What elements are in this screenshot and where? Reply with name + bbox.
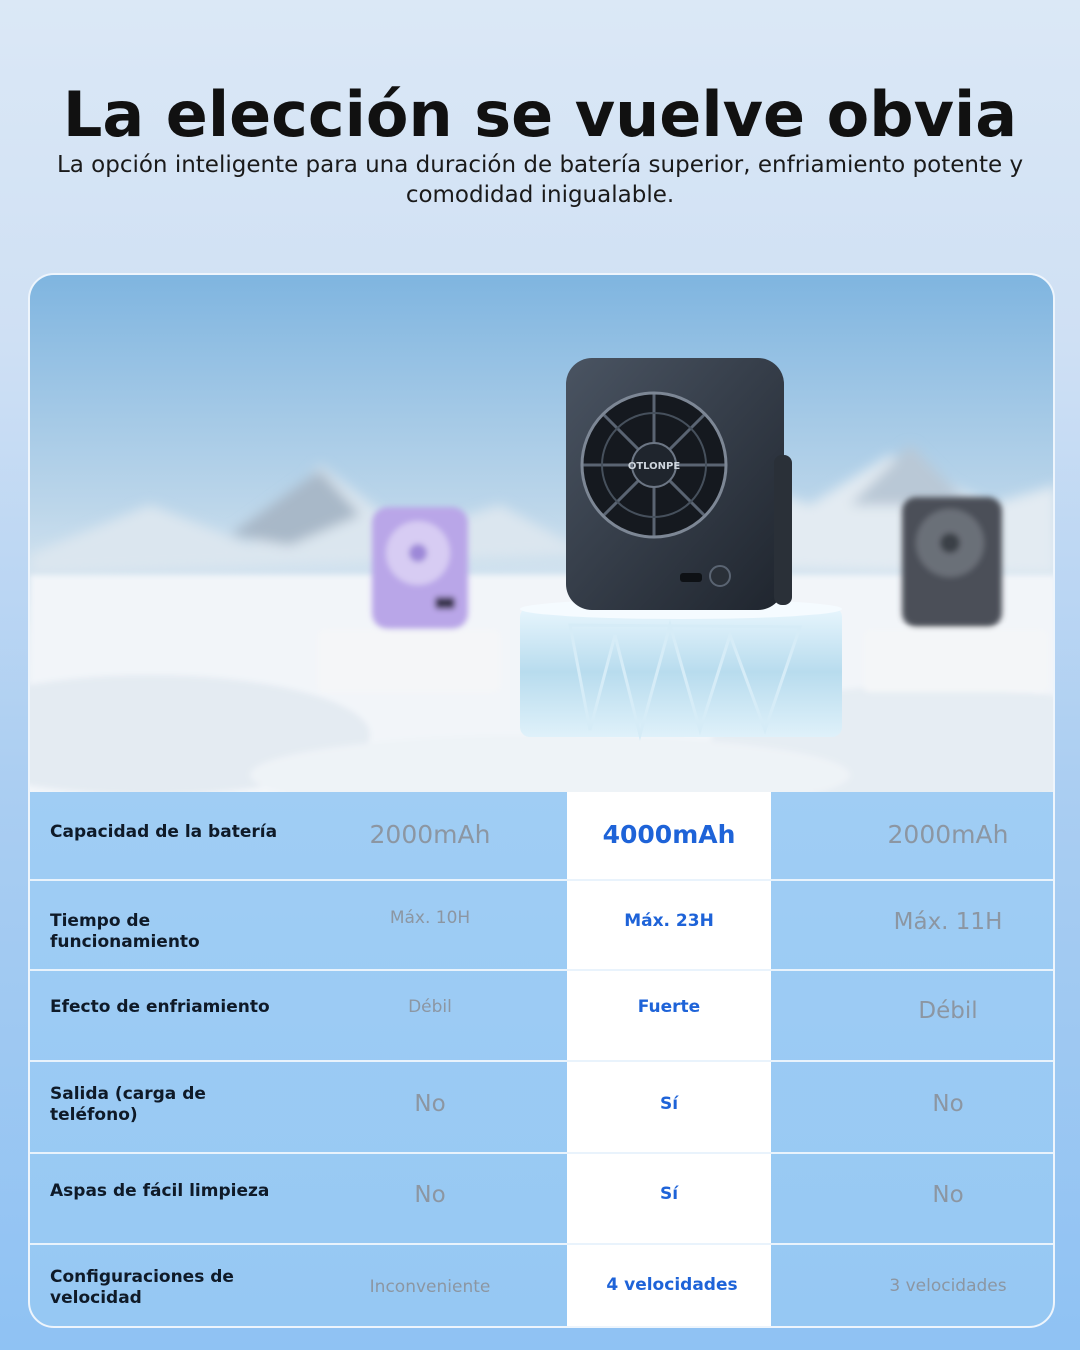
competitor-b-value: 2000mAh (887, 820, 1009, 849)
comparison-table (30, 792, 1055, 1328)
featured-value: Sí (659, 1094, 679, 1114)
competitor-b-value: Débil (918, 998, 978, 1024)
competitor-a-value: Máx. 10H (389, 908, 471, 928)
row-label: Efecto de enfriamiento (50, 997, 270, 1017)
table-row (30, 881, 1055, 971)
competitor-a-value: 2000mAh (369, 820, 491, 849)
competitor-a-value: Inconveniente (369, 1277, 491, 1297)
page-subtitle: La opción inteligente para una duración de batería superior, enfriamiento potente y comodidad inigualable. (56, 152, 1024, 208)
page-title: La elección se vuelve obvia (62, 78, 1018, 151)
featured-value: Fuerte (637, 997, 701, 1017)
table-row (30, 1062, 1055, 1152)
competitor-b-value: Máx. 11H (893, 909, 1003, 935)
comparison-card (28, 273, 1055, 1328)
brand-logo-text: OTLONPE (627, 461, 681, 472)
table-row (30, 792, 1055, 882)
competitor-b-value: No (932, 1182, 964, 1208)
competitor-a-value: No (414, 1182, 446, 1208)
competitor-a-value: Débil (408, 997, 452, 1017)
table-row (30, 1154, 1055, 1244)
featured-value: Sí (659, 1184, 679, 1204)
row-label: Aspas de fácil limpieza (50, 1181, 270, 1201)
competitor-b-value: 3 velocidades (889, 1276, 1007, 1296)
row-label: Tiempo de funcionamiento (50, 911, 200, 952)
competitor-a-value: No (414, 1091, 446, 1117)
row-label: Configuraciones de velocidad (50, 1267, 234, 1308)
featured-value: Máx. 23H (624, 911, 714, 931)
competitor-b-value: No (932, 1091, 964, 1117)
featured-value: 4000mAh (602, 820, 736, 849)
table-row (30, 1245, 1055, 1328)
table-row (30, 971, 1055, 1061)
row-label: Salida (carga de teléfono) (50, 1084, 206, 1125)
product-scene-image (30, 275, 1055, 792)
featured-value: 4 velocidades (606, 1275, 738, 1295)
row-label: Capacidad de la batería (50, 822, 278, 842)
